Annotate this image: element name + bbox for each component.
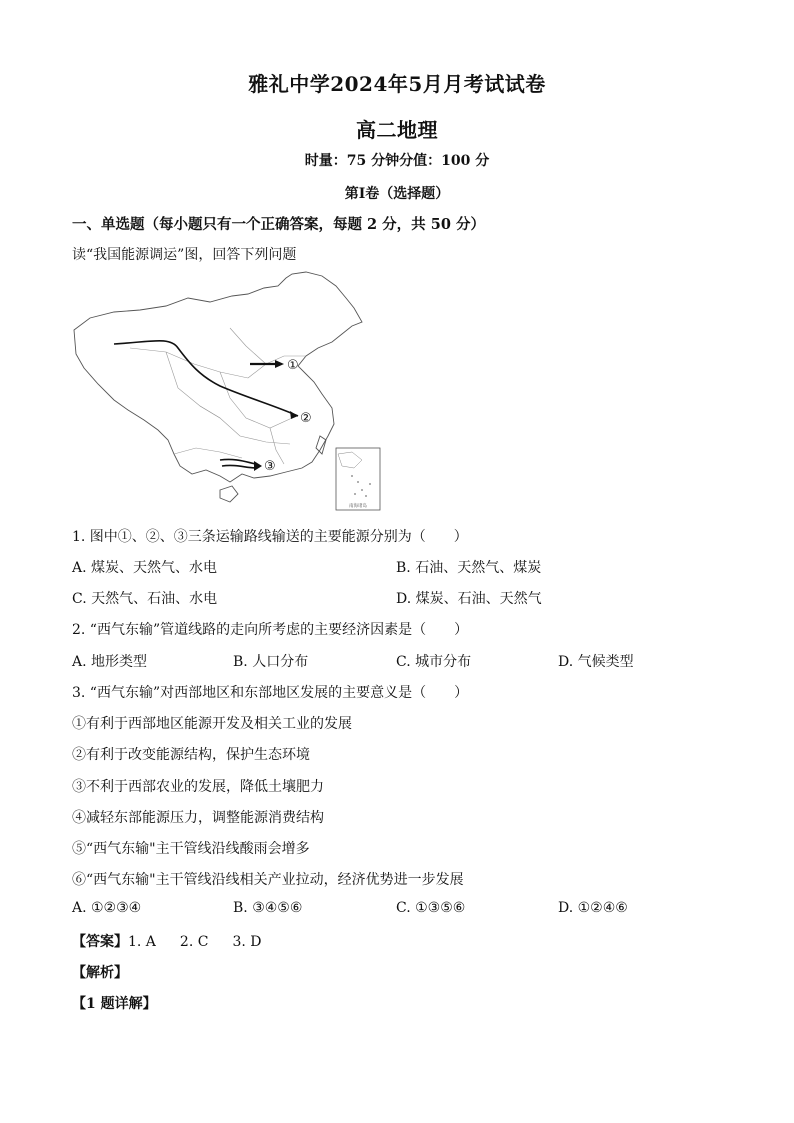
- energy-transport-map: [70, 268, 390, 518]
- south-china-sea-inset: [336, 448, 380, 510]
- answer-item: 2. C: [179, 934, 209, 950]
- q3-statement: ④减轻东部能源压力，调整能源消费结构: [72, 810, 324, 826]
- q3-statement: ①有利于西部地区能源开发及相关工业的发展: [72, 716, 352, 732]
- q2-option-c: C. 城市分布: [396, 654, 472, 670]
- exam-title: 雅礼中学2024年5月月考试试卷: [248, 72, 546, 96]
- question-1-stem: 1. 图中①、②、③三条运输路线输送的主要能源分别为（ ）: [72, 529, 468, 545]
- inset-label: 南海诸岛: [349, 503, 367, 508]
- question-3-stem: 3. “西气东输”对西部地区和东部地区发展的主要意义是（ ）: [72, 685, 469, 701]
- section-intro: 读“我国能源调运”图，回答下列问题: [72, 247, 297, 263]
- q2-option-a: A. 地形类型: [72, 654, 148, 670]
- province-borders: [130, 328, 306, 464]
- q1-option-d: D. 煤炭、石油、天然气: [396, 591, 542, 607]
- route-1: [250, 360, 284, 368]
- q3-option-a: A. ①②③④: [72, 900, 142, 916]
- question-2-stem: 2. “西气东输”管道线路的走向所考虑的主要经济因素是（ ）: [72, 622, 469, 638]
- q3-statement: ⑥“西气东输"主干管线沿线相关产业拉动，经济优势进一步发展: [72, 872, 464, 888]
- exam-subtitle: 高二地理: [356, 118, 438, 142]
- q1-option-a: A. 煤炭、天然气、水电: [72, 560, 218, 576]
- volume-label: 第Ⅰ卷（选择题）: [344, 186, 450, 202]
- q3-option-b: B. ③④⑤⑥: [233, 900, 303, 916]
- route-3: [220, 459, 262, 471]
- map-label-3: ③: [264, 459, 276, 474]
- answer-label: 【答案】: [72, 934, 128, 950]
- section-heading: 一、单选题（每小题只有一个正确答案，每题 2 分，共 50 分）: [72, 216, 485, 233]
- q2-option-d: D. 气候类型: [558, 654, 634, 670]
- answer-item: 1. A: [128, 934, 156, 950]
- q3-option-d: D. ①②④⑥: [558, 900, 628, 916]
- route-line-2: [114, 341, 298, 416]
- q3-statement: ②有利于改变能源结构，保护生态环境: [72, 747, 310, 763]
- answer-item: 3. D: [232, 934, 262, 950]
- detail-1-label: 【1 题详解】: [72, 996, 157, 1012]
- q3-statement: ③不利于西部农业的发展，降低土壤肥力: [72, 779, 324, 795]
- map-label-2: ②: [300, 411, 312, 426]
- china-outline: [74, 272, 362, 502]
- q3-statement: ⑤“西气东输"主干管线沿线酸雨会增多: [72, 841, 310, 857]
- q3-option-c: C. ①③⑤⑥: [396, 900, 466, 916]
- map-label-1: ①: [287, 358, 299, 373]
- q2-option-b: B. 人口分布: [233, 654, 309, 670]
- analysis-label: 【解析】: [72, 965, 128, 981]
- q1-option-b: B. 石油、天然气、煤炭: [396, 560, 542, 576]
- answer-line: [72, 931, 262, 951]
- exam-meta: 时量：75 分钟分值：100 分: [304, 153, 490, 169]
- q1-option-c: C. 天然气、石油、水电: [72, 591, 218, 607]
